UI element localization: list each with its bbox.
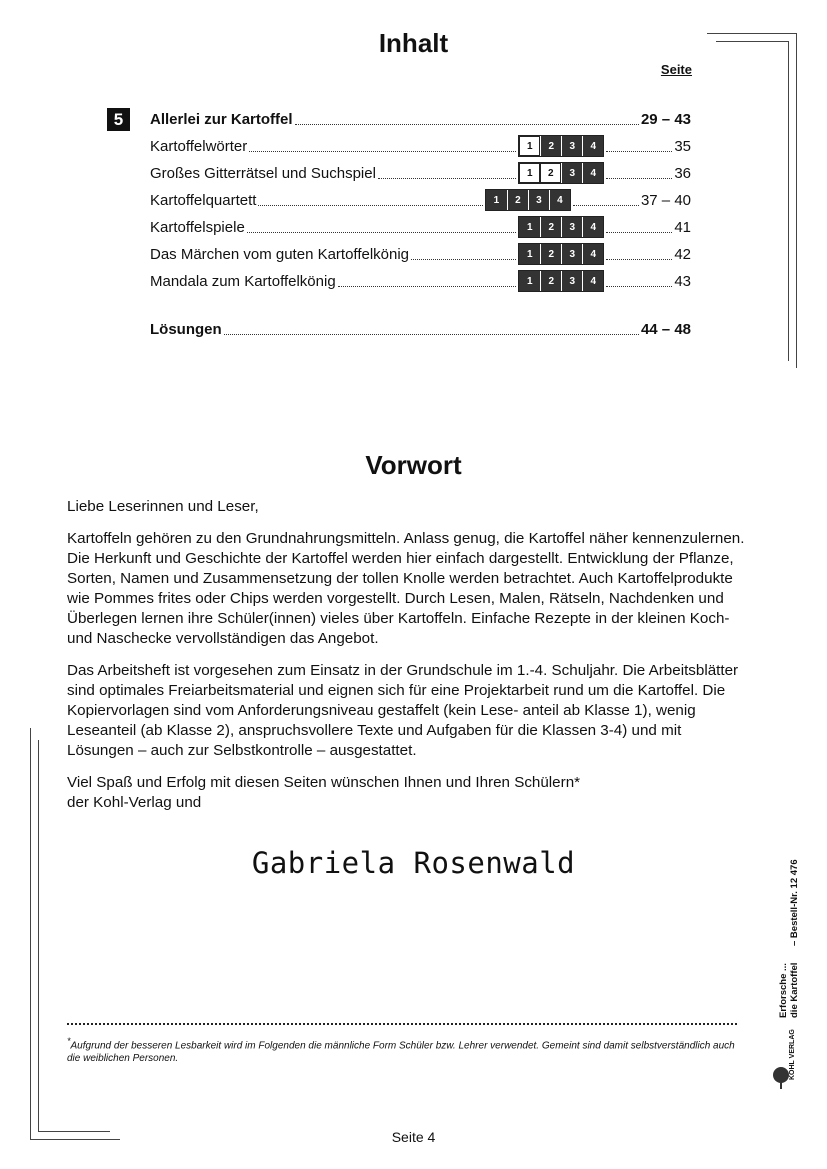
grade-level-cell: 3 [561, 136, 582, 156]
foreword-body [67, 497, 747, 813]
toc-entry-page: 42 [674, 245, 691, 263]
toc-entry [150, 109, 691, 129]
grade-level-indicator [518, 135, 604, 157]
grade-level-cell: 2 [507, 190, 528, 210]
toc-dot-leader [224, 334, 639, 335]
chapter-number-badge: 5 [107, 108, 130, 131]
grade-level-cell: 4 [582, 271, 603, 291]
grade-level-indicator [518, 216, 604, 238]
toc-dot-leader [606, 151, 672, 152]
frame-line-left-vertical-2 [38, 740, 39, 1131]
toc-entry [150, 136, 691, 156]
toc-entry-page: 43 [674, 272, 691, 290]
side-title-line-2: die Kartoffel [789, 962, 800, 1018]
toc-entry [150, 217, 691, 237]
toc-entry-label: Kartoffelwörter [150, 137, 248, 155]
grade-level-indicator [518, 243, 604, 265]
foreword-heading: Vorwort [365, 450, 462, 480]
grade-level-cell: 4 [582, 244, 603, 264]
grade-level-cell: 1 [519, 136, 540, 156]
side-title-line-1: Erforsche ... [778, 963, 789, 1018]
toc-entry-label: Das Märchen vom guten Kartoffelkönig [150, 245, 410, 263]
toc-entry-label: Allerlei zur Kartoffel [150, 110, 293, 128]
grade-level-indicator [485, 189, 571, 211]
foreword-paragraph-1: Kartoffeln gehören zu den Grundnahrungsmitteln. Anlass genug, die Kartoffel näher kennenzulernen. Die Herkunft und Geschichte der Kartoffel werden hier einfach dargestellt. Entwicklung der Pflanze, Sorten, Namen und Zusammensetzung der tollen Knolle werden betrachtet. Auch Kartoffelprodukte wie Pommes frites oder Chips werden vorgestellt. Durch Lesen, Malen, Rätseln, Nachdenken und Überlegen lernen ihre Schüler(innen) vieles über Kartoffeln. Einfache Rezepte in der kleinen Koch- und Naschecke vervollständigen das Angebot. [67, 530, 745, 647]
grade-level-cell: 2 [540, 136, 561, 156]
frame-line-right-vertical-2 [788, 41, 789, 361]
grade-level-cell: 2 [540, 244, 561, 264]
grade-level-cell: 1 [519, 271, 540, 291]
grade-level-cell: 3 [561, 163, 582, 183]
toc-dot-leader [249, 151, 516, 152]
toc-dot-leader [258, 205, 482, 206]
grade-level-cell: 1 [519, 217, 540, 237]
foreword-paragraph-2: Das Arbeitsheft ist vorgesehen zum Einsatz in der Grundschule im 1.-4. Schuljahr. Die Arbeitsblätter sind optimales Freiarbeitsmaterial und eignen sich für eine Projektarbeit rund um die Kartoffel. Die Kopiervorlagen sind vom Anforderungsniveau gestaffelt (kein Lese- anteil ab Klasse 1), wenig Leseanteil (ab Klasse 2), anspruchsvollere Texte und Aufgaben für die Klassen 3-4) und mit Lösungen – auch zur Selbstkontrolle – ausgestattet. [67, 662, 739, 759]
toc-dot-leader [411, 259, 516, 260]
page-number: Seite 4 [391, 1129, 436, 1145]
foreword-closing-1: Viel Spaß und Erfolg mit diesen Seiten wünschen Ihnen und Ihren Schülern* [67, 774, 581, 791]
grade-level-cell: 2 [540, 163, 561, 183]
toc-entry-page: 29 – 43 [640, 110, 691, 128]
toc-dot-leader [606, 286, 672, 287]
toc-entry-page: 44 – 48 [640, 320, 691, 338]
toc-entry [150, 190, 691, 210]
grade-level-cell: 2 [540, 217, 561, 237]
toc-entry-label: Kartoffelspiele [150, 218, 245, 236]
footnote-divider [67, 1023, 737, 1025]
grade-level-cell: 4 [582, 163, 603, 183]
grade-level-cell: 1 [519, 244, 540, 264]
toc-entry [150, 244, 691, 264]
toc-entry-label: Mandala zum Kartoffelkönig [150, 272, 336, 290]
toc-entry-page: 37 – 40 [640, 191, 691, 209]
toc-entry-page: 35 [674, 137, 691, 155]
toc-entry-page: 36 [674, 164, 691, 182]
footnote-marker: * [67, 1036, 71, 1046]
frame-line-left-vertical [30, 728, 31, 1139]
grade-level-cell: 4 [549, 190, 570, 210]
side-publisher: KOHL VERLAG [789, 1029, 796, 1080]
toc-entry-label: Lösungen [150, 320, 222, 338]
page-column-label: Seite [660, 62, 692, 77]
grade-level-cell: 4 [582, 136, 603, 156]
toc-heading: Inhalt [378, 28, 449, 58]
toc-entry [150, 319, 691, 339]
footnote [67, 1035, 737, 1065]
grade-level-indicator [518, 162, 604, 184]
toc-dot-leader [295, 124, 639, 125]
publisher-logo-icon [772, 1066, 790, 1090]
signature: Gabriela Rosenwald [251, 846, 576, 880]
grade-level-cell: 3 [561, 217, 582, 237]
toc-entry-page: 41 [674, 218, 691, 236]
toc-dot-leader [378, 178, 516, 179]
toc-dot-leader [338, 286, 517, 287]
toc-dot-leader [606, 259, 672, 260]
toc-dot-leader [247, 232, 517, 233]
footnote-text: Aufgrund der besseren Lesbarkeit wird im Folgenden die männliche Form Schüler bzw. Lehrer verwendet. Gemeint sind damit selbstverständlich auch die weiblichen Personen. [67, 1040, 735, 1065]
toc-dot-leader [573, 205, 639, 206]
foreword-greeting: Liebe Leserinnen und Leser, [67, 498, 259, 515]
grade-level-cell: 1 [519, 163, 540, 183]
toc-dot-leader [606, 178, 672, 179]
frame-line-right-vertical [796, 33, 797, 368]
grade-level-cell: 2 [540, 271, 561, 291]
toc-entry-label: Kartoffelquartett [150, 191, 257, 209]
toc-entry [150, 163, 691, 183]
toc-entry-label: Großes Gitterrätsel und Suchspiel [150, 164, 376, 182]
grade-level-indicator [518, 270, 604, 292]
grade-level-cell: 3 [561, 271, 582, 291]
toc-entry [150, 271, 691, 291]
grade-level-cell: 4 [582, 217, 603, 237]
side-order-number: – Bestell-Nr. 12 476 [789, 859, 800, 946]
toc-dot-leader [606, 232, 672, 233]
grade-level-cell: 1 [486, 190, 507, 210]
foreword-closing-2: der Kohl-Verlag und [67, 794, 202, 811]
grade-level-cell: 3 [528, 190, 549, 210]
grade-level-cell: 3 [561, 244, 582, 264]
